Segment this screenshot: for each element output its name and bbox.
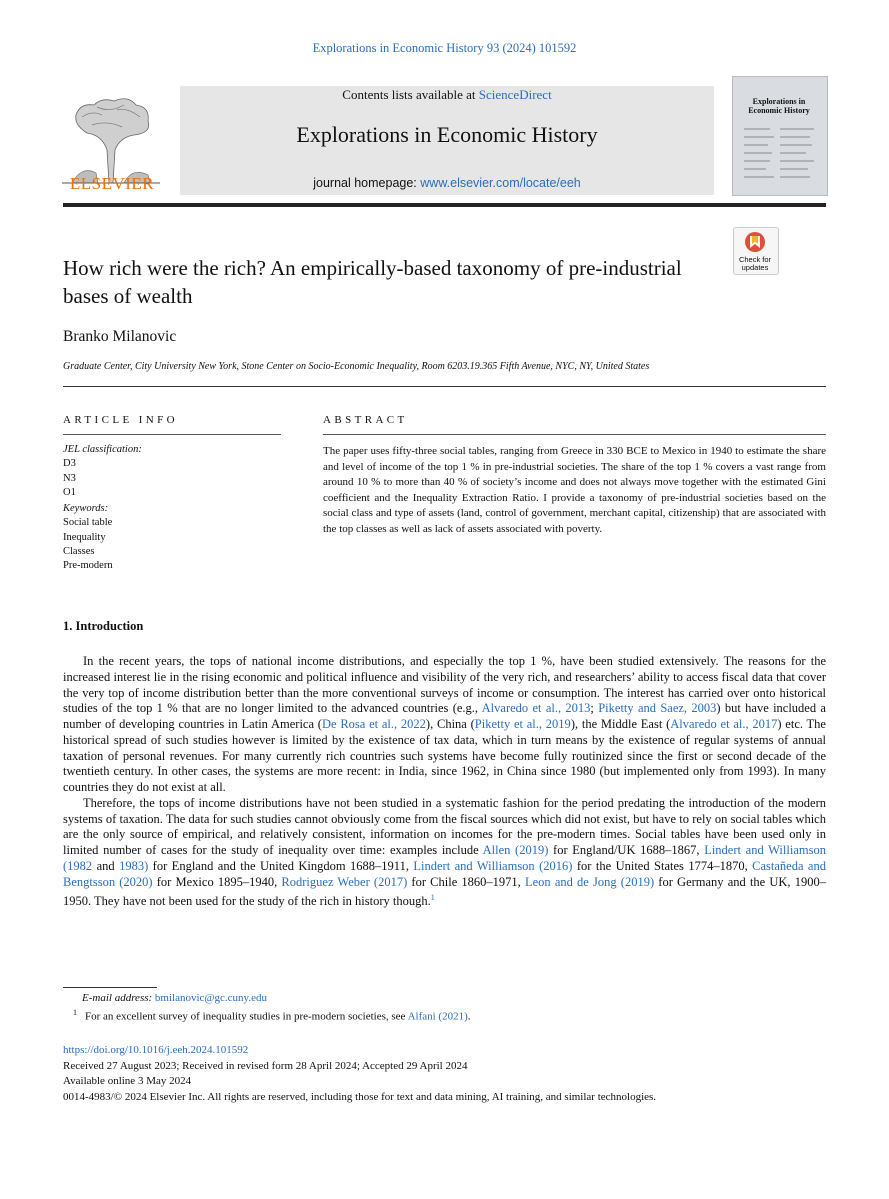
- keyword: Pre-modern: [63, 560, 113, 572]
- body-text-run: ), the Middle East (: [570, 717, 671, 731]
- jel-code: O1: [63, 486, 76, 498]
- journal-reference[interactable]: Explorations in Economic History 93 (2024) 101592: [312, 41, 577, 55]
- citation-link[interactable]: Leon and de Jong (2019): [524, 874, 655, 889]
- body-text-run: ) etc. The historical spread of such studies however is limited by the existence of tax data, which in turn means by the existence of regular systems of annual taxation of personal revenues. For many currently rich countries such systems have become fully routinized since the first or second decade of the twentieth century. In other cases, the systems are more recent: in India, since 1962, in China since 1980 (but implemented only from 1993). In many countries they do not exist at all.: [63, 717, 826, 794]
- section-divider: [63, 386, 826, 387]
- citation-link[interactable]: Alvaredo et al., 2013: [481, 701, 591, 716]
- cover-text-lines: [740, 125, 818, 187]
- body-text-run: for the United States 1774–1870,: [572, 858, 753, 873]
- citation-link[interactable]: Piketty and Saez, 2003: [598, 701, 717, 716]
- citation-link[interactable]: Castañeda and Bengtsson (2020): [63, 858, 826, 889]
- email-label: E-mail address:: [82, 992, 155, 1004]
- journal-title: Explorations in Economic History: [296, 122, 598, 147]
- body-text-run: ;: [590, 701, 599, 716]
- footnote-rule: [63, 987, 157, 988]
- jel-code: D3: [63, 458, 76, 470]
- body-text-run: ) but have included a number of developing countries in Latin America (: [63, 701, 826, 731]
- footnote-1: [63, 1008, 471, 1023]
- body-text: [63, 654, 826, 910]
- email-link[interactable]: bmilanovic@gc.cuny.edu: [154, 992, 267, 1004]
- citation-link[interactable]: Piketty et al., 2019: [474, 717, 571, 731]
- body-text-run: for Mexico 1895–1940,: [152, 874, 282, 889]
- jel-label: JEL classification:: [63, 444, 142, 455]
- abstract-text: The paper uses fifty-three social tables, ranging from Greece in 330 BCE to Mexico in 1940 to estimate the share and level of income of the top 1 % in pre-industrial societies. The share of the top 1 % covers a vast range from around 10 % to more than 40 % of society’s income and does not always move together with the estimated Gini coefficient and the Inequality Extraction Ratio. I provide a taxonomy of pre-industrial societies based on the social class and type of assets (land, control of government, merchant capital, citizenship) that are associated with the top classes as well as lack of assets associated with poverty.: [323, 445, 826, 535]
- keyword: Social table: [63, 517, 113, 529]
- cover-title: Explorations in Economic History: [748, 97, 810, 115]
- citation-link[interactable]: Lindert and Williamson (1982: [63, 843, 826, 873]
- homepage-link[interactable]: www.elsevier.com/locate/eeh: [420, 176, 581, 190]
- contents-line: [180, 87, 714, 103]
- body-text-run: Therefore, the tops of income distributions have not been studied in a systematic fashion for the period predating the introduction of the modern systems of taxation. The data for such studies cannot obviously come from the fiscal sources which did not exist, but have to rely on social tables which are the only source of empirical, and relatively consistent, information on incomes for the pre-modern times. Social tables have been used only in limited number of cases for the study of inequality over time: examples include: [63, 795, 826, 857]
- available-online: Available online 3 May 2024: [63, 1075, 192, 1087]
- copyright: 0014-4983/© 2024 Elsevier Inc. All rights are reserved, including those for text and data mining, AI training, and similar technologies.: [63, 1090, 657, 1103]
- author-affiliation: Graduate Center, City University New York, Stone Center on Socio-Economic Inequality, Room 6203.19.365 Fifth Avenue, NYC, NY, United States: [63, 361, 650, 372]
- citation-link[interactable]: Lindert and Williamson (2016): [413, 858, 573, 873]
- citation-link[interactable]: 1983): [119, 858, 149, 873]
- body-text-run: for England and the United Kingdom 1688–1911,: [148, 858, 414, 873]
- body-text-run: In the recent years, the tops of national income distributions, and especially the top 1 %, have been studied extensively. The reasons for the increased interest lie in the rising economic and political influence and visibility of the very rich, and researchers’ ability to access fiscal data that cover the very top of income distribution better than the more conventional surveys of income or consumption. The interest has carried over onto historical studies of the top 1 % that are no longer limited to the advanced countries (e.g.,: [63, 654, 826, 716]
- footnote-mark: 1: [73, 1008, 77, 1017]
- body-text-run: and: [92, 858, 120, 873]
- publication-info: [63, 1043, 656, 1105]
- article-info-list: [63, 443, 142, 574]
- jel-code: N3: [63, 472, 76, 484]
- sciencedirect-link[interactable]: ScienceDirect: [478, 87, 552, 102]
- doi-link[interactable]: https://doi.org/10.1016/j.eeh.2024.101592: [63, 1044, 249, 1056]
- footnote-text: For an excellent survey of inequality studies in pre-modern societies, see: [85, 1010, 408, 1023]
- keyword: Inequality: [63, 531, 106, 543]
- footnote-end: .: [467, 1010, 471, 1023]
- body-text-run: ), China (: [425, 717, 475, 731]
- email-footnote: [82, 992, 267, 1004]
- abstract-heading: ABSTRACT: [323, 414, 408, 426]
- homepage-prefix: journal homepage:: [313, 176, 421, 190]
- paragraph: [63, 796, 826, 910]
- citation-link[interactable]: De Rosa et al., 2022: [321, 717, 426, 731]
- received-dates: Received 27 August 2023; Received in revised form 28 April 2024; Accepted 29 April 2024: [63, 1059, 468, 1072]
- crossmark-label: Check for updates: [738, 255, 772, 272]
- homepage-line: [180, 176, 714, 190]
- footnote-citation-link[interactable]: Alfani (2021): [407, 1010, 468, 1023]
- citation-link[interactable]: Alvaredo et al., 2017: [670, 717, 778, 731]
- author-name: Branko Milanovic: [63, 328, 177, 345]
- body-text-run: for Germany and the UK, 1900–1950. They have not been used for the study of the rich in history though.: [63, 874, 826, 909]
- keyword: Classes: [63, 546, 95, 558]
- body-text-run: for England/UK 1688–1867,: [548, 843, 705, 857]
- body-text-run: for Chile 1860–1971,: [407, 874, 525, 889]
- article-title: How rich were the rich? An empirically-based taxonomy of pre-industrial bases of wealth: [63, 256, 682, 308]
- article-info-heading: ARTICLE INFO: [63, 414, 178, 426]
- crossmark-icon: [743, 230, 767, 254]
- abstract-rule: [323, 434, 826, 435]
- paragraph: [63, 654, 826, 796]
- header-divider: [63, 203, 826, 207]
- publisher-name: ELSEVIER: [69, 174, 155, 193]
- citation-link[interactable]: Rodriguez Weber (2017): [281, 874, 408, 889]
- section-heading-introduction: 1. Introduction: [63, 619, 144, 633]
- contents-prefix: Contents lists available at: [342, 87, 479, 102]
- keywords-label: Keywords:: [63, 503, 109, 515]
- footnote-ref[interactable]: 1: [430, 893, 435, 903]
- article-info-rule: [63, 434, 281, 435]
- citation-link[interactable]: Allen (2019): [482, 843, 549, 857]
